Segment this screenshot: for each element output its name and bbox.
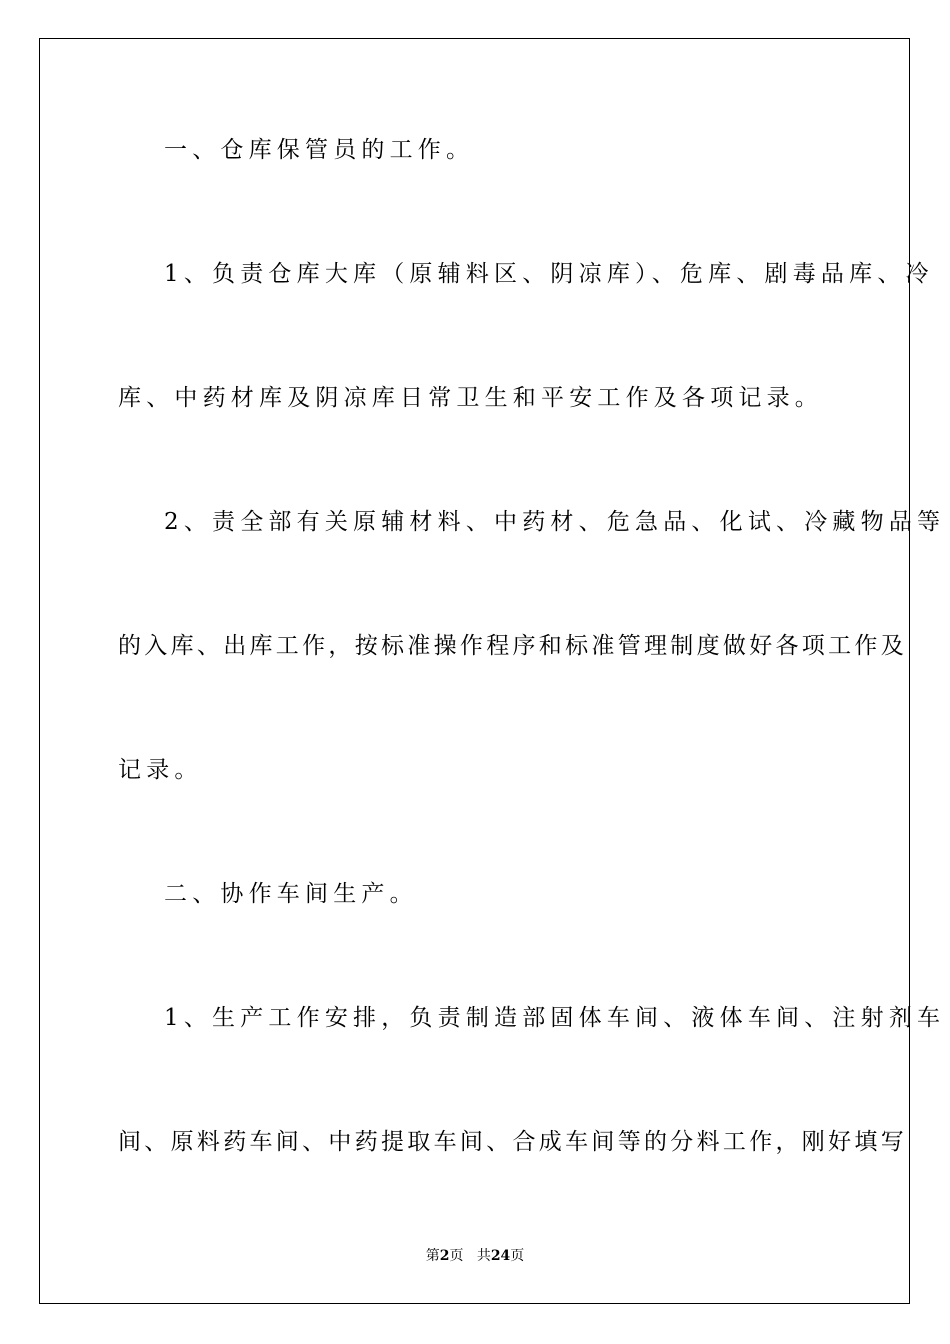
- paragraph-line: 的入库、出库工作，按标准操作程序和标准管理制度做好各项工作及: [118, 633, 907, 659]
- paragraph-line: 间、原料药车间、中药提取车间、合成车间等的分料工作，刚好填写: [118, 1129, 907, 1155]
- paragraph-line: 库、中药材库及阴凉库日常卫生和平安工作及各项记录。: [118, 385, 823, 411]
- section-heading-2: 二、协作车间生产。: [164, 881, 418, 907]
- paragraph-line: 记录。: [118, 757, 203, 783]
- footer-total-prefix: 共: [476, 1248, 491, 1264]
- page-border: [39, 38, 946, 1304]
- footer-prefix: 第: [425, 1248, 440, 1264]
- footer-total-pages: 24: [490, 1248, 511, 1264]
- footer-total-suffix: 页: [510, 1248, 525, 1264]
- paragraph-line: 1、负责仓库大库（原辅料区、阴凉库）、危库、剧毒品库、冷: [164, 261, 934, 287]
- paragraph-line: 2、责全部有关原辅材料、中药材、危急品、化试、冷藏物品等: [164, 509, 946, 535]
- page-footer: [0, 1247, 950, 1265]
- section-heading-1: 一、仓库保管员的工作。: [164, 137, 475, 163]
- footer-page-word: 页: [449, 1248, 464, 1264]
- paragraph-line: 1、生产工作安排，负责制造部固体车间、液体车间、注射剂车: [164, 1005, 946, 1031]
- footer-current-page: 2: [439, 1248, 450, 1264]
